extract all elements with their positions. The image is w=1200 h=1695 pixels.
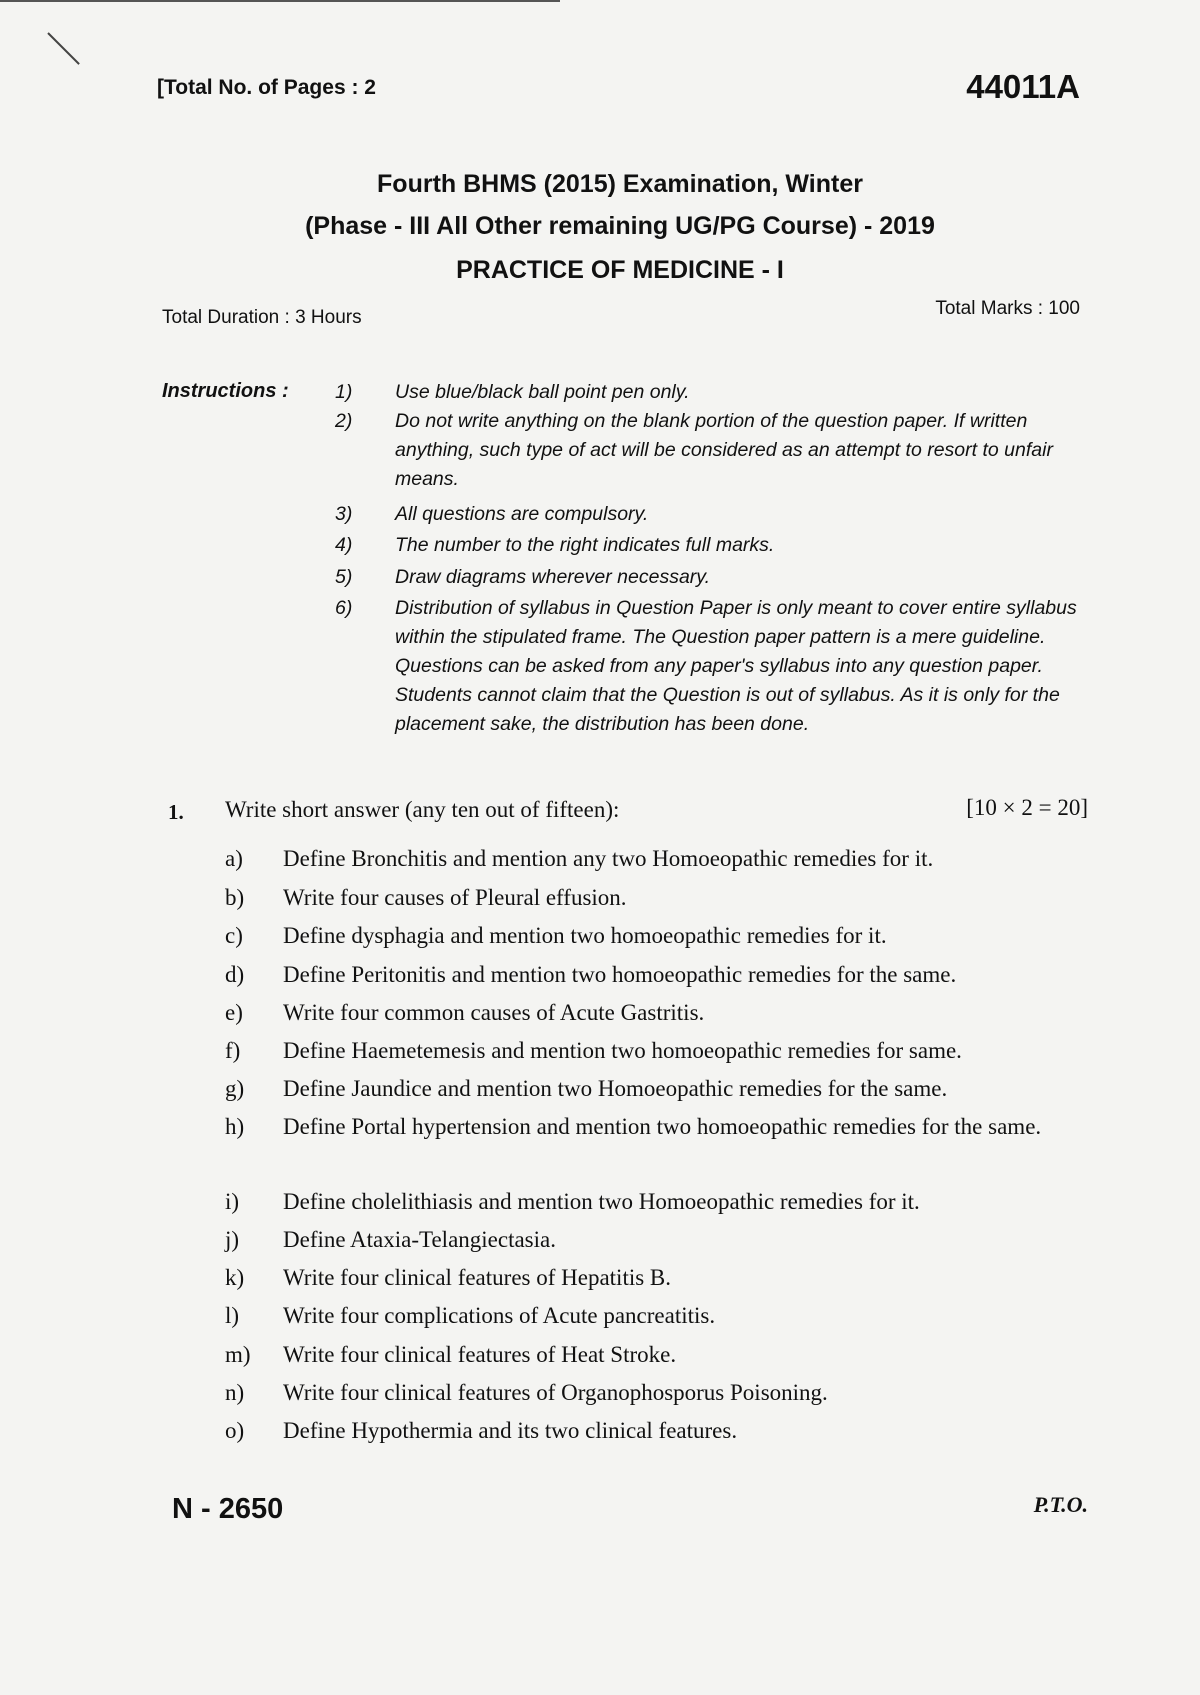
exam-title: Fourth BHMS (2015) Examination, Winter	[377, 170, 863, 198]
instruction-number: 5)	[335, 566, 353, 588]
sub-question-label: f)	[225, 1038, 241, 1063]
sub-question-text: Define dysphagia and mention two homoeopathic remedies for it.	[283, 923, 887, 948]
sub-question-label: e)	[225, 1000, 243, 1025]
instruction-text: Draw diagrams wherever necessary.	[395, 566, 710, 588]
question-marks: [10 × 2 = 20]	[966, 795, 1088, 820]
sub-question-label: o)	[225, 1418, 245, 1443]
pto-label: P.T.O.	[1033, 1492, 1088, 1517]
instruction-text: Distribution of syllabus in Question Paper is only meant to cover entire syllabus within the stipulated frame. The Question paper pattern is a mere guideline. Questions can be asked from any paper's syllabus into any question paper. Students cannot claim that the Question is out of syllabus. As it is only for the placement sake, the distribution has been done.	[395, 597, 1077, 735]
sub-question-text: Write four clinical features of Hepatitis B.	[283, 1265, 672, 1290]
sub-question-label: l)	[225, 1303, 240, 1328]
instruction-number: 2)	[335, 410, 353, 432]
scan-edge-line	[0, 0, 560, 2]
paper-code: 44011A	[966, 68, 1080, 105]
sub-question-text: Write four clinical features of Heat Stroke.	[283, 1342, 677, 1367]
scan-mark	[47, 32, 80, 65]
sub-question-text: Write four causes of Pleural effusion.	[283, 885, 627, 910]
sub-question-text: Define Bronchitis and mention any two Homoeopathic remedies for it.	[283, 846, 934, 871]
sub-question-text: Define Haemetemesis and mention two homoeopathic remedies for same.	[283, 1038, 962, 1063]
sub-question-label: i)	[225, 1189, 240, 1214]
question-text: Write short answer (any ten out of fifteen):	[225, 797, 620, 822]
sub-question-label: d)	[225, 962, 245, 987]
instructions-label: Instructions :	[162, 380, 289, 402]
exam-phase: (Phase - III All Other remaining UG/PG Course) - 2019	[305, 212, 935, 240]
total-marks: Total Marks : 100	[935, 298, 1080, 319]
instruction-number: 3)	[335, 503, 353, 525]
sub-question-label: c)	[225, 923, 243, 948]
sub-question-label: j)	[225, 1227, 240, 1252]
sub-question-label: k)	[225, 1265, 245, 1290]
sub-question-text: Write four complications of Acute pancreatitis.	[283, 1303, 716, 1328]
sub-question-text: Write four common causes of Acute Gastritis.	[283, 1000, 705, 1025]
question-number: 1.	[168, 800, 184, 824]
instruction-number: 1)	[335, 381, 353, 403]
instruction-text: The number to the right indicates full marks.	[395, 534, 775, 556]
total-pages: [Total No. of Pages : 2	[157, 76, 376, 99]
instruction-number: 4)	[335, 534, 353, 556]
sub-question-text: Write four clinical features of Organophosporus Poisoning.	[283, 1380, 828, 1405]
instruction-text: Do not write anything on the blank portion of the question paper. If written anything, such type of act will be considered as an attempt to resort to unfair means.	[395, 410, 1053, 490]
sub-question-label: g)	[225, 1076, 245, 1101]
sub-question-text: Define Ataxia-Telangiectasia.	[283, 1227, 556, 1252]
footer-code: N - 2650	[172, 1493, 284, 1525]
total-duration: Total Duration : 3 Hours	[162, 307, 362, 328]
sub-question-text: Define cholelithiasis and mention two Homoeopathic remedies for it.	[283, 1189, 920, 1214]
sub-question-label: m)	[225, 1342, 251, 1367]
sub-question-text: Define Peritonitis and mention two homoeopathic remedies for the same.	[283, 962, 957, 987]
sub-question-text: Define Hypothermia and its two clinical features.	[283, 1418, 738, 1443]
instruction-text: Use blue/black ball point pen only.	[395, 381, 690, 403]
instruction-text: All questions are compulsory.	[395, 503, 649, 525]
sub-question-label: a)	[225, 846, 243, 871]
instruction-number: 6)	[335, 597, 353, 619]
sub-question-text: Define Portal hypertension and mention two homoeopathic remedies for the same.	[283, 1114, 1042, 1139]
subject-title: PRACTICE OF MEDICINE - I	[456, 256, 784, 284]
sub-question-text: Define Jaundice and mention two Homoeopathic remedies for the same.	[283, 1076, 948, 1101]
sub-question-label: b)	[225, 885, 245, 910]
sub-question-label: h)	[225, 1114, 245, 1139]
sub-question-label: n)	[225, 1380, 245, 1405]
